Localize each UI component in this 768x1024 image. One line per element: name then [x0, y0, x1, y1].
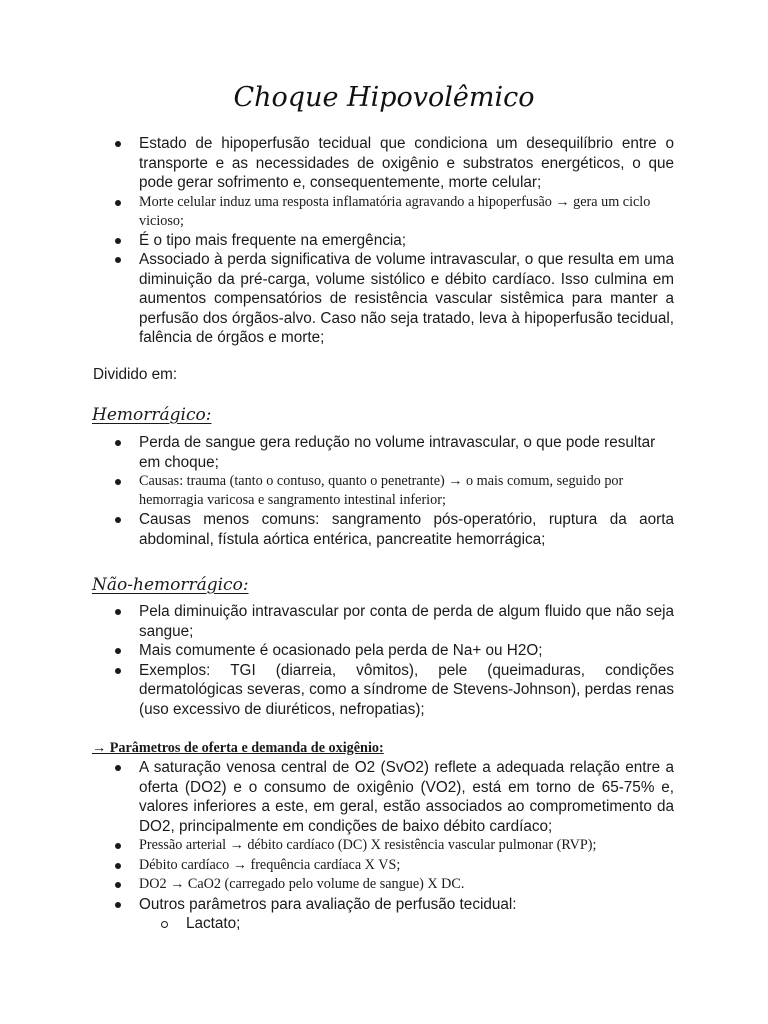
bullet-icon [115, 141, 121, 147]
list-item: Pressão arterial → débito cardíaco (DC) X resistência vascular pulmonar (RVP); [0, 836, 768, 856]
list-item: Associado à perda significativa de volume intravascular, o que resulta em uma diminuição da pré-carga, volume sistólico e débito cardíaco. Isso culmina em aumentos compensatórios de resistência vascular sistêmica para manter a perfusão dos órgãos-alvo. Caso não seja tratado, leva à hipoperfusão tecidual, falência de órgãos e morte; [0, 250, 768, 348]
parameters-list [0, 758, 768, 934]
list-item: Exemplos: TGI (diarreia, vômitos), pele (queimaduras, condições dermatológicas severas, como a síndrome de Stevens-Johnson), perdas renas (uso excessivo de diuréticos, nefropatias); [0, 661, 768, 720]
list-item: Outros parâmetros para avaliação de perfusão tecidual: [0, 895, 768, 915]
list-item: Perda de sangue gera redução no volume intravascular, o que pode resultar em choque; [0, 433, 768, 472]
bullet-icon [115, 902, 121, 908]
page-title: Choque Hipovolêmico [233, 82, 535, 113]
sub-list-item: Lactato; [0, 914, 768, 934]
bullet-icon [115, 668, 121, 674]
list-item: A saturação venosa central de O2 (SvO2) reflete a adequada relação entre a oferta (DO2) e o consumo de oxigênio (VO2), está em torno de 65-75% e, valores inferiores a este, em geral, estão associados ao comprometimento da DO2, principalmente em condições de baixo débito cardíaco; [0, 758, 768, 836]
list-item: DO2 → CaO2 (carregado pelo volume de sangue) X DC. [0, 875, 768, 895]
bullet-icon [115, 648, 121, 654]
intro-list [0, 134, 768, 348]
list-item: Causas menos comuns: sangramento pós-operatório, ruptura da aorta abdominal, fístula aórtica entérica, pancreatite hemorrágica; [0, 510, 768, 549]
section-heading-hemorrhagic: Hemorrágico: [92, 405, 212, 425]
list-item: Mais comumente é ocasionado pela perda de Na+ ou H2O; [0, 641, 768, 661]
bullet-icon [115, 843, 121, 849]
bullet-icon [115, 238, 121, 244]
non-hemorrhagic-list [0, 602, 768, 719]
list-item: Morte celular induz uma resposta inflamatória agravando a hipoperfusão → gera um ciclo vicioso; [0, 193, 768, 231]
bullet-icon [115, 609, 121, 615]
bullet-icon [115, 765, 121, 771]
bullet-icon [115, 200, 121, 206]
hemorrhagic-list [0, 433, 768, 549]
bullet-icon [115, 440, 121, 446]
section-heading-non-hemorrhagic: Não-hemorrágico: [92, 575, 249, 595]
bullet-icon [115, 517, 121, 523]
bullet-icon [115, 479, 121, 485]
bullet-icon [115, 257, 121, 263]
divided-label: Dividido em: [93, 366, 178, 383]
list-item: Causas: trauma (tanto o contuso, quanto o penetrante) → o mais comum, seguido por hemorragia varicosa e sangramento intestinal inferior; [0, 472, 768, 510]
parameters-heading: → Parâmetros de oferta e demanda de oxigênio: [92, 740, 384, 756]
list-item: Pela diminuição intravascular por conta de perda de algum fluido que não seja sangue; [0, 602, 768, 641]
list-item: É o tipo mais frequente na emergência; [0, 231, 768, 251]
bullet-icon [115, 863, 121, 869]
hollow-bullet-icon [161, 921, 168, 928]
list-item: Débito cardíaco → frequência cardíaca X VS; [0, 856, 768, 876]
bullet-icon [115, 882, 121, 888]
list-item: Estado de hipoperfusão tecidual que condiciona um desequilíbrio entre o transporte e as necessidades de oxigênio e substratos energéticos, o que pode gerar sofrimento e, consequentemente, morte celular; [0, 134, 768, 193]
